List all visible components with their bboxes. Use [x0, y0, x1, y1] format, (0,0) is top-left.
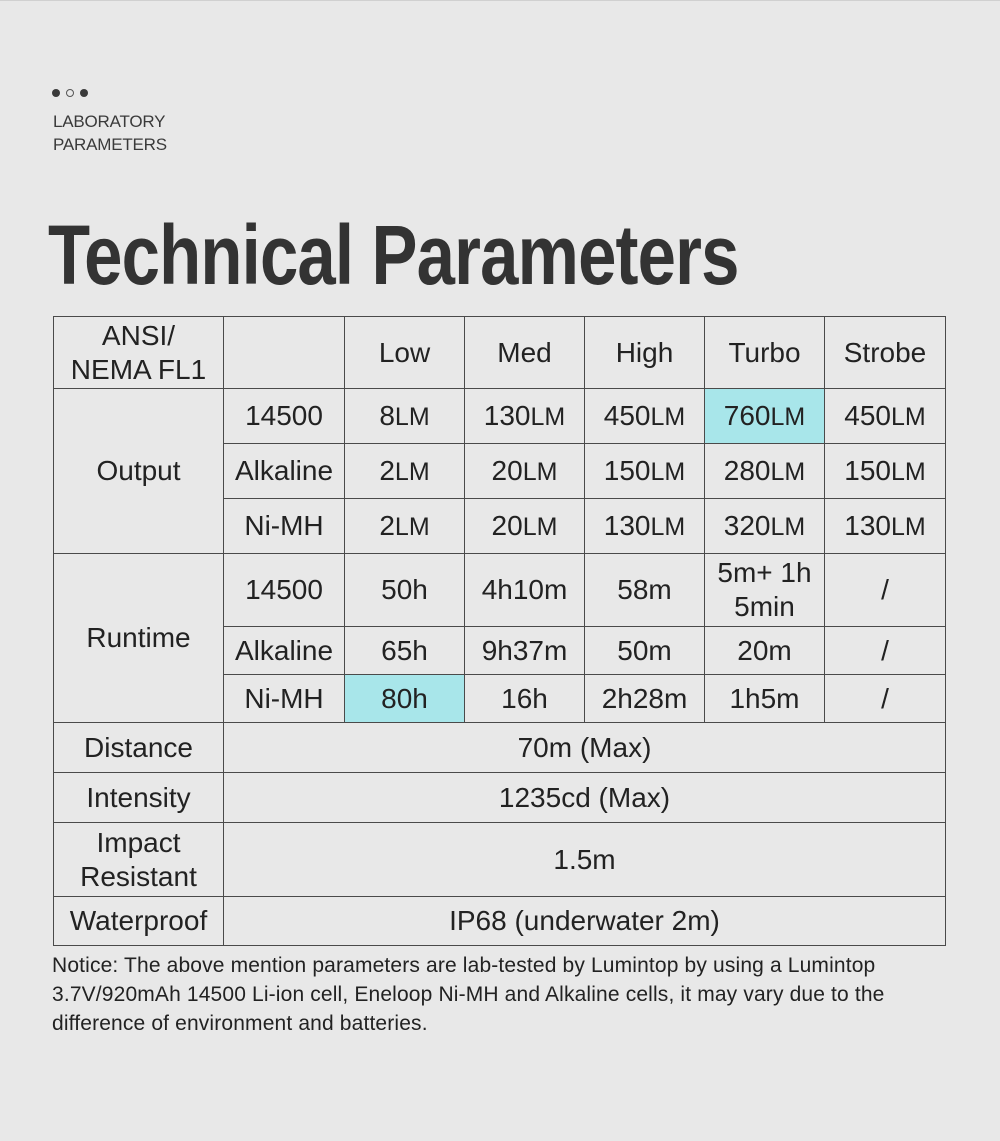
value-cell: [705, 499, 825, 554]
value-cell: 1h5m: [705, 675, 825, 723]
dot-outline-icon: [66, 89, 74, 97]
output-label: Output: [54, 389, 224, 554]
value-cell: [345, 444, 465, 499]
spec-label: Impact Resistant: [54, 823, 224, 897]
unit: LM: [770, 512, 806, 541]
mode-header-strobe: Strobe: [825, 317, 946, 389]
spec-label: Waterproof: [54, 897, 224, 946]
value: 150: [603, 454, 651, 486]
unit: LM: [394, 512, 430, 541]
value: 2: [379, 509, 395, 541]
section-kicker: [53, 110, 167, 156]
unit: LM: [890, 457, 926, 486]
value-cell: [825, 499, 946, 554]
corner-header-cell: [54, 317, 224, 389]
spec-value: IP68 (underwater 2m): [224, 897, 946, 946]
kicker-line: LABORATORY: [53, 112, 166, 131]
battery-cell: 14500: [224, 554, 345, 627]
value-cell: /: [825, 554, 946, 627]
battery-cell: Ni-MH: [224, 499, 345, 554]
spec-label: Intensity: [54, 773, 224, 823]
spec-value: 1.5m: [224, 823, 946, 897]
value-cell: 20m: [705, 627, 825, 675]
value-cell: [585, 444, 705, 499]
unit: LM: [770, 402, 806, 431]
table-row: [54, 897, 946, 946]
pagination-dots: [52, 87, 88, 99]
value: 20: [491, 509, 523, 541]
value: 450: [603, 399, 651, 431]
mode-header-med: Med: [465, 317, 585, 389]
page-title: Technical Parameters: [48, 208, 739, 302]
value: 150: [844, 454, 891, 486]
top-divider: [0, 0, 1000, 1]
mode-header-turbo: Turbo: [705, 317, 825, 389]
mode-header-high: High: [585, 317, 705, 389]
value: 2: [379, 454, 395, 486]
value: 760: [723, 399, 771, 431]
table-row: [54, 823, 946, 897]
value: 8: [379, 399, 395, 431]
value: 20: [491, 454, 523, 486]
unit: LM: [890, 402, 926, 431]
unit: LM: [770, 457, 806, 486]
battery-cell: Alkaline: [224, 444, 345, 499]
unit: LM: [530, 402, 566, 431]
battery-cell: 14500: [224, 389, 345, 444]
value-cell: 58m: [585, 554, 705, 627]
value-cell: 9h37m: [465, 627, 585, 675]
table-row: [54, 389, 946, 444]
unit: LM: [650, 512, 686, 541]
value-cell: [825, 444, 946, 499]
value-cell: [345, 389, 465, 444]
notice-text: Notice: The above mention parameters are lab-tested by Lumintop by using a Lumintop 3.7V/920mAh 14500 Li-ion cell, Eneloop Ni-MH and Alkaline cells, it may vary due to the difference of environment and batteries.: [52, 954, 885, 1035]
value-cell-highlighted: [705, 389, 825, 444]
unit: LM: [394, 457, 430, 486]
value-cell: [705, 444, 825, 499]
value-cell: 50h: [345, 554, 465, 627]
spec-table: [53, 316, 946, 946]
value-cell: [345, 499, 465, 554]
value-cell: 5m+ 1h 5min: [705, 554, 825, 627]
runtime-label: Runtime: [54, 554, 224, 723]
unit: LM: [522, 457, 558, 486]
value: 130: [483, 399, 531, 431]
empty-header-cell: [224, 317, 345, 389]
mode-header-low: Low: [345, 317, 465, 389]
value: 450: [844, 399, 891, 431]
unit: LM: [522, 512, 558, 541]
value-cell: [465, 389, 585, 444]
corner-header-line: ANSI/: [101, 319, 176, 351]
value-cell: [465, 499, 585, 554]
value-cell: /: [825, 627, 946, 675]
spec-value: 70m (Max): [224, 723, 946, 773]
dot-icon: [52, 89, 60, 97]
value: 130: [844, 509, 891, 541]
value: 320: [723, 509, 771, 541]
unit: LM: [650, 402, 686, 431]
spec-label: Distance: [54, 723, 224, 773]
table-row: [54, 554, 946, 627]
value-cell: 4h10m: [465, 554, 585, 627]
value: 130: [603, 509, 651, 541]
value-cell: 50m: [585, 627, 705, 675]
value-cell-highlighted: 80h: [345, 675, 465, 723]
value-cell: 16h: [465, 675, 585, 723]
unit: LM: [394, 402, 430, 431]
value-cell: [825, 389, 946, 444]
value-cell: 2h28m: [585, 675, 705, 723]
table-header-row: [54, 317, 946, 389]
battery-cell: Alkaline: [224, 627, 345, 675]
value-cell: [585, 499, 705, 554]
table-row: [54, 723, 946, 773]
value: 280: [723, 454, 771, 486]
unit: LM: [890, 512, 926, 541]
kicker-line: PARAMETERS: [53, 135, 167, 154]
value-cell: [465, 444, 585, 499]
value-cell: /: [825, 675, 946, 723]
dot-icon: [80, 89, 88, 97]
spec-value: 1235cd (Max): [224, 773, 946, 823]
table-row: [54, 773, 946, 823]
value-cell: 65h: [345, 627, 465, 675]
corner-header-line: NEMA FL1: [70, 353, 207, 385]
value-cell: [585, 389, 705, 444]
battery-cell: Ni-MH: [224, 675, 345, 723]
unit: LM: [650, 457, 686, 486]
